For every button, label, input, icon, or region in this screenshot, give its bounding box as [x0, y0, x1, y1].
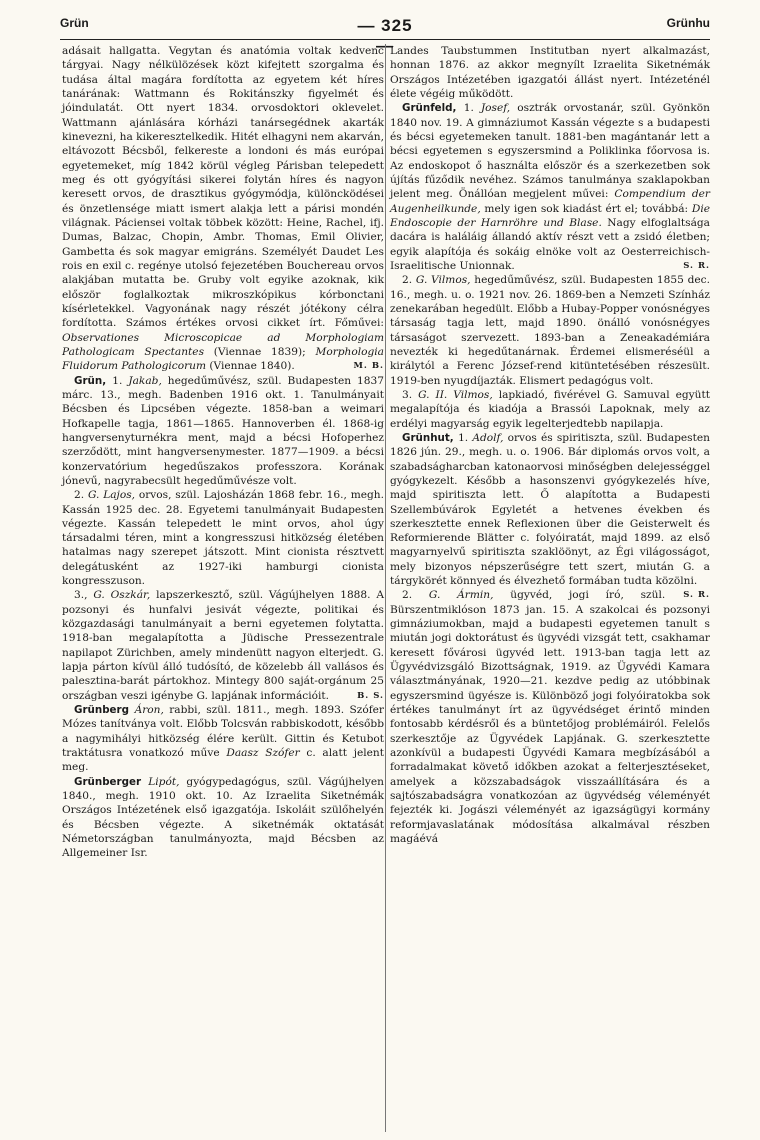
italic-text: Daasz Szófer — [226, 747, 300, 760]
page-number: — 325 — — [357, 16, 413, 55]
italic-text: G. II. Vilmos, — [418, 388, 493, 401]
entry-text: 2. — [74, 489, 88, 502]
author-signature: S. R. — [683, 590, 710, 601]
entry-text: orvos és spiritiszta, szül. Budapesten 1826 jún. 29., megh. u. o. 1906. Bár diplomás orvos volt, a szabadságharcban katonaorvosi minőségben delejességgel gyógykezelt. Később a hasonszenvi gyógykezelés híve, majd spiritiszta lett. Ő alapította a Budapesti Szellembúvárok Egyletét a hetvenes években és szerkesztette ennek Reflexionen über die Geisterwelt és Reformierende Blätter c. folyóiratát, majd 1899. az első magyarnyelvű spiritiszta szaklöönyt, az Égi világosságot, mely bizonyos népszerűségre tett szert, miután G. a tárgykörét könnyed és élvezhető formában tudta közölni. — [390, 431, 710, 588]
entry-text: rabbi, szül. 1811., megh. 1893. Szófer Mózes tanítványa volt. Előbb Tolcsván rabbiskodott, később a nagymihályi hitközség élére került. Gittin és Ketubot traktátusra vonatkozó műve — [62, 704, 384, 760]
entry-text: lapszerkesztő, szül. Vágújhelyen 1888. A pozsonyi és hunfalvi jesivát végezte, politikai és közgazdasági tanulmányait a berni egyetemen folytatta. 1918-ban megalapította a Jüdische Pressezentrale napilapot Zürichben, amely mindenütt nagyon elterjedt. G. lapja párton kívül álló tudósító, de közelebb áll vallásos és palesztina-barát pártokhoz. Mintegy 800 saját-orgánum 25 országban veszi igénybe G. lapjának információit. — [62, 589, 385, 702]
italic-text: Morphologia Fluidorum Pathologicorum — [62, 345, 384, 373]
entry-text: hegedűművész, szül. Budapesten 1855 dec. 16., megh. u. o. 1921 nov. 26. 1869-ben a Nemzeti Színház zenekarában hegedült. Előbb a Hubay-Popper vonósnégyes társaság tagja lett, majd 1890. önálló vonósnégyes társaságot szervezett. 1893-ban a Zeneakadémiára nevezték ki hegedűtanárnak. Érdemei elismeréséül a királytól a Ferenc József-rend kitüntetésében részesült. 1919-ben nyugdíjazták. Elismert pedagógus volt. — [390, 274, 710, 387]
entry-text: 3., — [74, 589, 94, 602]
lexicon-entry — [62, 775, 384, 861]
lexicon-entry — [390, 273, 710, 388]
entry-headword: Grünberger — [74, 775, 149, 788]
italic-text: Jakab, — [128, 374, 162, 387]
entry-text: Landes Taubstummen Institutban nyert alkalmazást, honnan 1876. az akkor megnyílt Izraelita Siketnémák Országos Intézetében igazgatói állást nyert. Intézeténél élete végéig működött. — [390, 45, 710, 100]
italic-text: G. Oszkár, — [93, 589, 151, 602]
column-divider — [385, 44, 386, 1132]
entry-text: (Viennae 1839); — [204, 345, 316, 358]
italic-text: Compendium der Augenheilkunde, — [390, 188, 710, 215]
italic-text: Observationes Microscopicae ad Morphologiam Pathologicam Spectantes — [62, 331, 384, 358]
lexicon-entry — [62, 703, 384, 775]
entry-text: hegedűművész, szül. Budapesten 1837 márc. 13., megh. Badenben 1916 okt. 1. Tanulmányait Bécsben és Lipcsében végezte. 1858-ban a weimari Hofkapelle tagja, 1861—1865. Hannoverben él. 1868-ig hangversenyturnékra ment, majd a bécsi Hofoperhez szerződött, mint hangversenymester. 1877—1909. a bécsi konzervatórium hegedűszakos professzora. Korának jónevű, nagyrabecsült hegedűművésze volt. — [62, 374, 385, 487]
italic-text: G. Vilmos, — [415, 274, 471, 287]
entry-text: (Viennae 1840). — [206, 360, 295, 373]
entry-text: Nagy elfoglaltsága dacára is haláláig állandó aktív részt vett a zsidó életben; egyik alapítója és sokáig elnöke volt az Oesterreichisch-Israelitische Unionnak. — [390, 216, 710, 272]
italic-text: Die Endoscopie der Harnröhre und Blase. — [390, 202, 710, 229]
continued-entry — [390, 44, 710, 101]
entry-headword: Grünberg — [74, 704, 135, 717]
author-signature: B. S. — [357, 690, 384, 701]
lexicon-entry — [62, 588, 384, 703]
right-column — [390, 44, 710, 846]
running-head-left: Grün — [60, 16, 89, 30]
entry-text: ügyvéd, jogi író, szül. Bürszentmiklóson 1873 jan. 15. A szakolcai és pozsonyi gimnáziumokban, majd a budapesti egyetemen tanult s miután jogi doktorátust és ügyvédi vizsgát tett, csakhamar keresett fővárosi ügyvéd lett. 1913-ban tagja lett az Ügyvédvizsgáló Bizottságnak, 1919. az Ügyvédi Kamara választmányának, 1920—21. kezdve pedig az utóbbinak egyszersmind ügyésze is. Különböző jogi folyóiratokba sok értékes tanulmányt írt az ügyvédséget érintő minden fontosabb kérdésről és a büntetőjog problémáiról. Felelős szerkesztője az Ügyvédek Lapjának. G. szerkesztette azonkívül a budapesti Ügyvédi Kamara megbízásából a forradalmakat követő időkben azokat a felterjesztéseket, amelyek a közszabadságok visszaállítására és a sajtószabadságra vonatkozóan az ügyvédség véleményét fejezték ki. Jogászi véleményét az igazságügyi kormány reformjavaslatának módosítása alkalmával részben magáévá — [390, 589, 710, 846]
entry-headword: Grünfeld, — [402, 102, 464, 115]
lexicon-entry — [62, 488, 384, 588]
entry-headword: Grünhut, — [402, 431, 459, 444]
continued-entry — [62, 44, 384, 374]
entry-headword: Grün, — [74, 374, 113, 387]
entry-text: orvos, szül. Lajosházán 1868 febr. 16., megh. Kassán 1925 dec. 28. Egyetemi tanulmányait Budapesten végezte. Kassán telepedett le mint orvos, ahol úgy társadalmi téren, mint a kongresszusi hitközség életében hatalmas nagy szerepet játszott. Mint cionista résztvett delegátusként az 1927-iki hamburgi cionista kongresszuson. — [62, 489, 384, 588]
italic-text: Josef, — [480, 102, 511, 115]
italic-text: Lipót, — [148, 775, 180, 788]
running-head-right: Grünhu — [666, 16, 710, 30]
header-rule — [60, 39, 710, 40]
left-column — [62, 44, 384, 861]
lexicon-entry — [390, 101, 710, 273]
entry-text: 1. — [458, 431, 473, 444]
entry-text: gyógypedagógus, szül. Vágújhelyen 1840., megh. 1910 okt. 10. Az Izraelita Siketnémák Országos Intézetének első igazgatója. Iskoláit szülőhelyén és Bécsben végezte. A siketnémák oktatását Németországban tanulmányozta, majd Bécsben az Allgemeiner Isr. — [62, 775, 384, 860]
entry-text: adásait hallgatta. Vegytan és anatómia voltak kedvenc tárgyai. Nagy nélkülözések közt kifejtett szorgalma és tudása által magára fordította az egyetem két híres tanárának: Wattmann és Rokitánszky figyelmét és jóindulatát. Ott nyert 1834. orvosdoktori oklevelet. Wattmann ajánlására kórházi tanársegédnek akarták kinevezni, ha kikeresztelkedik. Hitét elhagyni nem akarván, eltávozott Bécsből, felkereste a londoni és más európai egyetemeket, míg 1842 körül végleg Párisban telepedett meg és ott gyógyítási sikerei folytán híres és nagyon keresett orvos, de drasztikus gyógymódja, különcködései és önzetlensége miatt ismert alakja lett a párisi mondén világnak. Páciensei voltak többek között: Heine, Rachel, ifj. Dumas, Balzac, Chopin, Ambr. Thomas, Emil Olivier, Gambetta és sok magyar emigráns. Személyét Daudet Les rois en exil c. regénye utolsó fejezetében Bouchereau orvos alakjában mutatta be. Gruby volt egyike azoknak, kik először foglalkoztak mikroszkópikus kórbonctani kísérletekkel. Vagyonának nagy részét jótékony célra fordította. Számos értékes orvosi cikket írt. Főművei: — [62, 45, 384, 330]
entry-text: 3. — [402, 388, 419, 401]
entry-text: mely igen sok kiadást ért el; továbbá: — [480, 202, 692, 215]
entry-text: osztrák orvostanár, szül. Gyönkön 1840 nov. 19. A gimnáziumot Kassán végezte s a budapesti és bécsi egyetemeken tanult. 1881-ben magántanár lett a bécsi egyetemen s egyszersmind a Poliklinka főorvosa is. Az endoskopot ő használta először és a szerkezetben sok újítás fűződik nevéhez. Számos tanulmánya szaklapokban jelent meg. Önállóan megjelent művei: — [390, 102, 710, 201]
italic-text: G. Lajos, — [87, 489, 136, 502]
entry-text: 2. — [402, 589, 429, 602]
entry-text: 1. — [463, 102, 481, 115]
lexicon-entry — [390, 388, 710, 431]
entry-text: lapkiadó, fivérével G. Samuval együtt megalapítója és kiadója a Brassói Lapoknak, mely az erdélyi magyarság egyik legelterjedtebb napilapja. — [390, 388, 710, 430]
italic-text: G. Ármin, — [428, 589, 494, 602]
entry-text: c. alatt jelent meg. — [62, 747, 384, 774]
author-signature: M. B. — [353, 361, 384, 372]
italic-text: Áron, — [134, 704, 164, 717]
italic-text: Adolf, — [472, 431, 504, 444]
entry-text: 1. — [112, 374, 129, 387]
lexicon-entry — [62, 374, 384, 489]
entry-text: 2. — [402, 274, 416, 287]
running-head — [60, 16, 710, 55]
author-signature: S. R. — [683, 260, 710, 271]
lexicon-entry — [390, 588, 710, 846]
